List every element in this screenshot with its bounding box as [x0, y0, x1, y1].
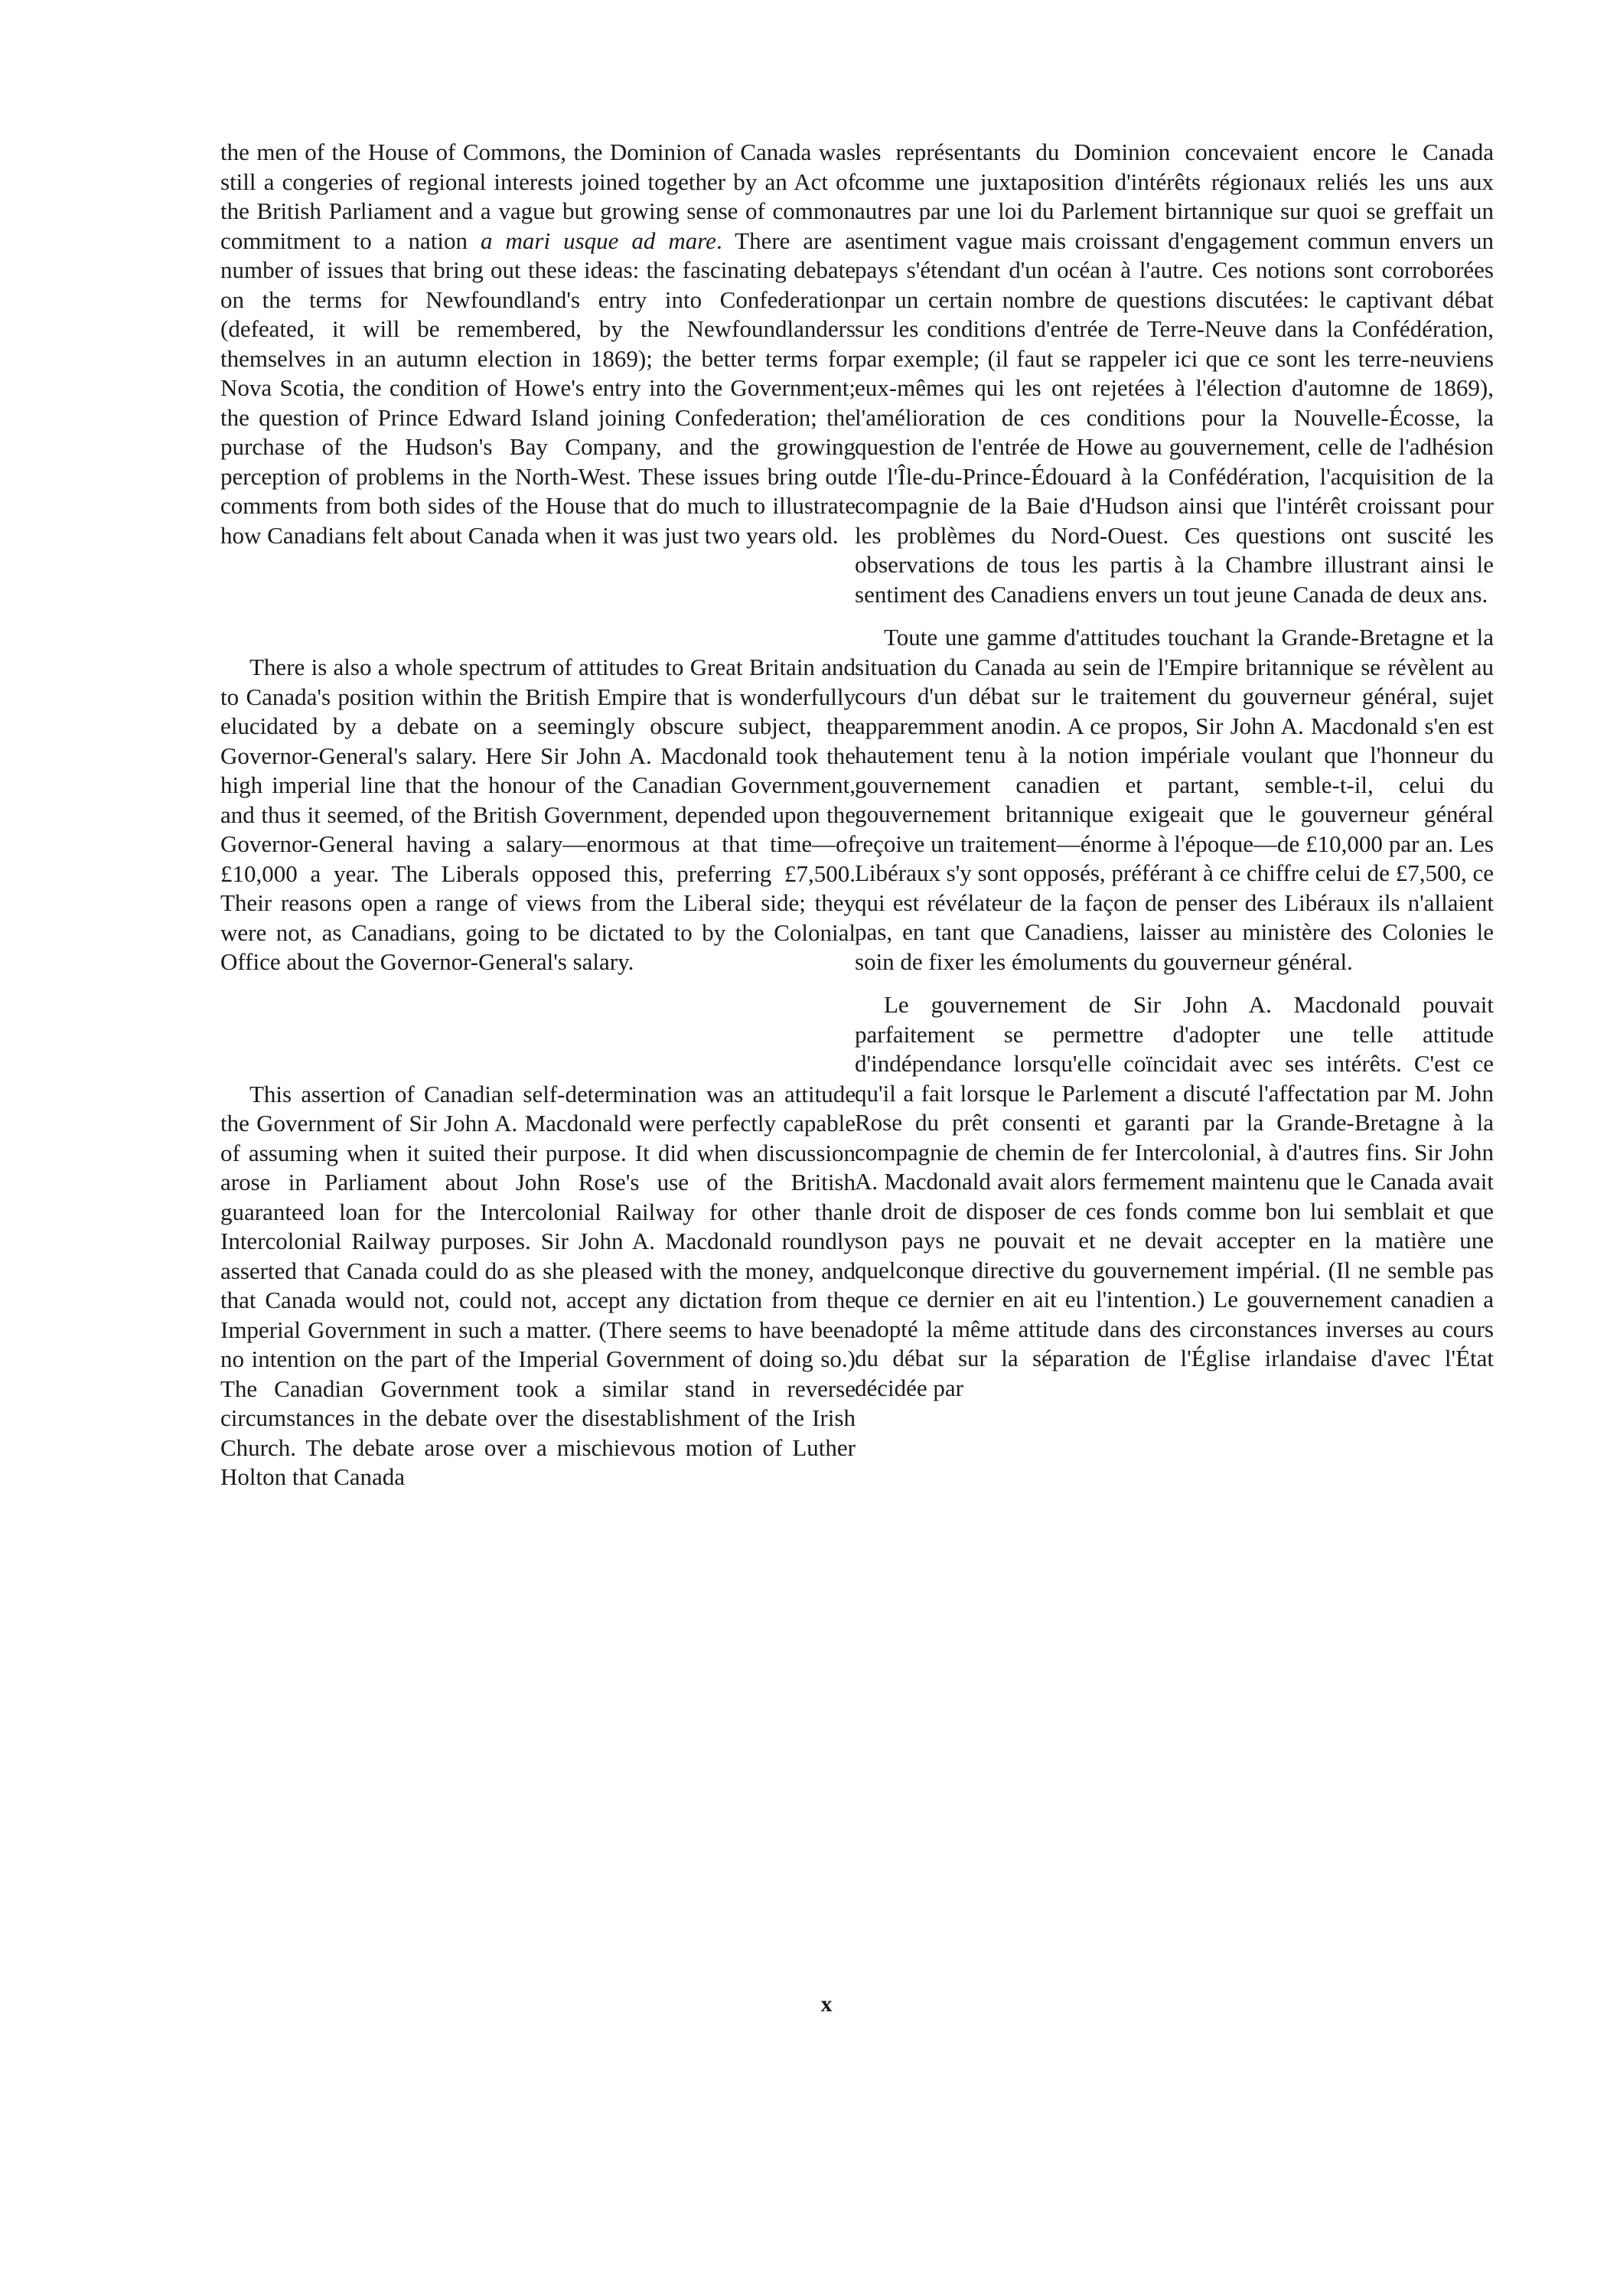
french-paragraph-1: les représentants du Dominion concevaient encore le Canada comme une juxtaposition d'intérêts régionaux reliés les uns aux autres par une loi du Parlement birtannique sur quoi se greffait un sentiment vague mais croissant d'engagement commun envers un pays s'étendant d'un océan à l'autre. Ces notions sont corroborées par un certain nombre de questions discutées: le captivant débat sur les conditions d'entrée de Terre-Neuve dans la Confédération, par exemple; (il faut se rappeler ici que ce sont les terre-neuviens eux-mêmes qui les ont rejetées à l'élection d'automne de 1869), l'amélioration de ces conditions pour la Nouvelle-Écosse, la question de l'entrée de Howe au gouvernement, celle de l'adhésion de l'Île-du-Prince-Édouard à la Confédération, l'acquisition de la compagnie de la Baie d'Hudson ainsi que l'intérêt croissant pour les problèmes du Nord-Ouest. Ces questions ont suscité les observations de tous les partis à la Chambre illustrant ainsi le sentiment des Canadiens envers un tout jeune Canada de deux ans. — [855, 139, 1494, 608]
french-paragraph-3: Le gouvernement de Sir John A. Macdonald pouvait parfaitement se permettre d'adopter une telle attitude d'indépendance lorsqu'elle coïncidait avec ses intérêts. C'est ce qu'il a fait lorsque le Parlement a discuté l'affectation par M. John Rose du prêt consenti et garanti par la Grande-Bretagne à la compagnie de chemin de fer Intercolonial, à d'autres fins. Sir John A. Macdonald avait alors fermement maintenu que le Canada avait le droit de disposer de ces fonds comme bon lui semblait et que son pays ne pouvait et ne devait accepter en la matière une quelconque directive du gouvernement impérial. (Il ne semble pas que ce dernier en ait eu l'intention.) Le gouvernement canadien a adopté la même attitude dans des circonstances inverses au cours du débat sur la séparation de l'Église irlandaise d'avec l'État décidée par — [855, 991, 1494, 1401]
page-number: x — [820, 1991, 833, 2017]
french-paragraph-2: Toute une gamme d'attitudes touchant la Grande-Bretagne et la situation du Canada au sein de l'Empire britannique se révèlent au cours d'un débat sur le traitement du gouverneur général, sujet apparemment anodin. A ce propos, Sir John A. Macdonald s'en est hautement tenu à la notion impériale voulant que l'honneur du gouvernement canadien et partant, semble-t-il, celui du gouvernement britannique exigeait que le gouverneur général reçoive un traitement—énorme à l'époque—de £10,000 par an. Les Libéraux s'y sont opposés, préférant à ce chiffre celui de £7,500, ce qui est révélateur de la façon de penser des Libéraux ils n'allaient pas, en tant que Canadiens, laisser au ministère des Colonies le soin de fixer les émoluments du gouverneur général. — [855, 624, 1494, 975]
english-column — [220, 138, 856, 1492]
english-paragraph-1-text-start: the men of the House of Commons, the Dominion of Canada was still a congeries of regional interests joined together by an Act of the British Parliament and a vague but growing sense of common commitment to a nation — [220, 139, 856, 254]
english-paragraph-3: This assertion of Canadian self-determination was an attitude the Government of Sir John A. Macdonald were perfectly capable of assuming when it suited their purpose. It did when discussion arose in Parliament about John Rose's use of the British guaranteed loan for the Intercolonial Railway for other than Intercolonial Railway purposes. Sir John A. Macdonald roundly asserted that Canada could do as she pleased with the money, and that Canada would not, could not, accept any dictation from the Imperial Government in such a matter. (There seems to have been no intention on the part of the Imperial Government of doing so.) The Canadian Government took a similar stand in reverse circumstances in the debate over the disestablishment of the Irish Church. The debate arose over a mischievous motion of Luther Holton that Canada — [220, 1080, 856, 1490]
english-paragraph-2: There is also a whole spectrum of attitudes to Great Britain and to Canada's position within the British Empire that is wonderfully elucidated by a debate on a seemingly obscure subject, the Governor-General's salary. Here Sir John A. Macdonald took the high imperial line that the honour of the Canadian Government, and thus it seemed, of the British Government, depended upon the Governor-General having a salary—enormous at that time—of £10,000 a year. The Liberals opposed this, preferring £7,500. Their reasons open a range of views from the Liberal side; they were not, as Canadians, going to be dictated to by the Colonial Office about the Governor-General's salary. — [220, 654, 856, 975]
french-column — [855, 138, 1494, 1403]
english-paragraph-1 — [220, 138, 856, 550]
latin-motto: a mari usque ad mare — [481, 227, 716, 254]
english-paragraph-1-text-end: . There are a number of issues that bring out these ideas: the fascinating debate on the terms for Newfoundland's entry into Confederation (defeated, it will be remembered, by the Newfoundlanders themselves in an autumn election in 1869); the better terms for Nova Scotia, the condition of Howe's entry into the Government; the question of Prince Edward Island joining Confederation; the purchase of the Hudson's Bay Company, and the growing perception of problems in the North-West. These issues bring out comments from both sides of the House that do much to illustrate how Canadians felt about Canada when it was just two years old. — [220, 227, 856, 549]
